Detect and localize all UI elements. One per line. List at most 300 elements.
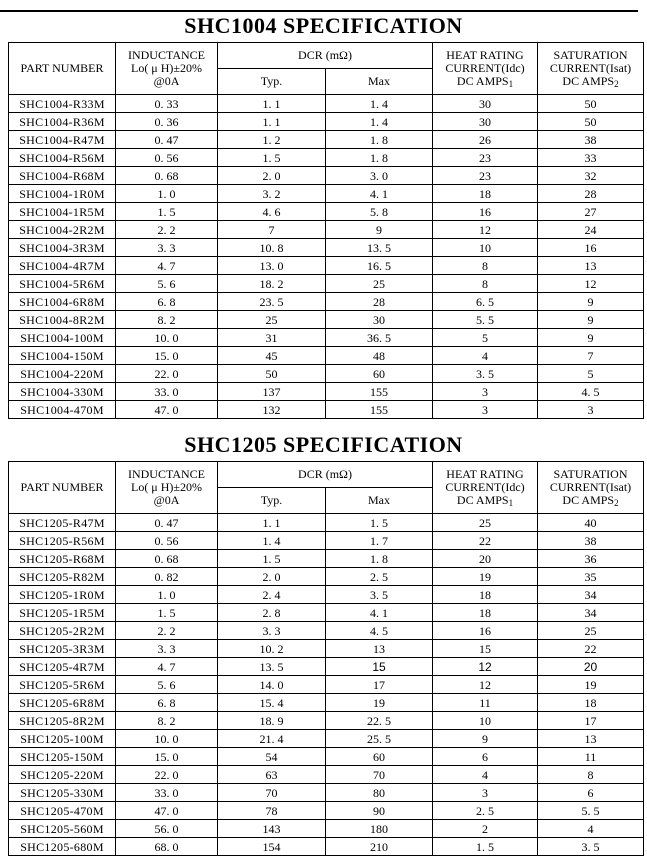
saturation-current-cell: 22 bbox=[538, 640, 644, 658]
inductance-cell: 22. 0 bbox=[116, 766, 218, 784]
dcr-typ-cell: 15. 4 bbox=[218, 694, 326, 712]
heat-rating-current-cell: 6. 5 bbox=[433, 293, 538, 311]
saturation-current-cell: 13 bbox=[538, 257, 644, 275]
spec-table-row bbox=[9, 640, 644, 658]
part-number-cell: SHC1205-1R5M bbox=[9, 604, 116, 622]
spec-table-row bbox=[9, 383, 644, 401]
saturation-current-cell: 50 bbox=[538, 113, 644, 131]
dcr-typ-cell: 7 bbox=[218, 221, 326, 239]
saturation-current-cell: 34 bbox=[538, 604, 644, 622]
saturation-current-cell: 11 bbox=[538, 748, 644, 766]
inductance-cell: 0. 68 bbox=[116, 167, 218, 185]
dcr-max-cell: 210 bbox=[326, 838, 433, 856]
saturation-current-cell: 28 bbox=[538, 185, 644, 203]
saturation-current-cell: 12 bbox=[538, 275, 644, 293]
shc1004-table-body bbox=[9, 95, 644, 419]
dcr-max-cell: 180 bbox=[326, 820, 433, 838]
header-sat-amps-label: DC AMPS bbox=[562, 73, 615, 88]
header-saturation bbox=[538, 43, 644, 95]
shc1205-table-header bbox=[9, 462, 644, 514]
spec-table-row bbox=[9, 275, 644, 293]
dcr-max-cell: 22. 5 bbox=[326, 712, 433, 730]
inductance-cell: 15. 0 bbox=[116, 748, 218, 766]
inductance-cell: 1. 0 bbox=[116, 185, 218, 203]
spec-table-row bbox=[9, 550, 644, 568]
header-part-number: PART NUMBER bbox=[9, 43, 116, 95]
header-inductance-line3: @0A bbox=[153, 493, 180, 507]
heat-rating-current-cell: 1. 5 bbox=[433, 838, 538, 856]
dcr-max-cell: 19 bbox=[326, 694, 433, 712]
spec-table-row bbox=[9, 203, 644, 221]
heat-rating-current-cell: 6 bbox=[433, 748, 538, 766]
dcr-max-cell: 1. 7 bbox=[326, 532, 433, 550]
spec-table-row bbox=[9, 257, 644, 275]
spec-table-row bbox=[9, 185, 644, 203]
dcr-typ-cell: 13. 5 bbox=[218, 658, 326, 676]
heat-rating-current-cell: 25 bbox=[433, 514, 538, 532]
spec-table-row bbox=[9, 149, 644, 167]
heat-rating-current-cell: 5 bbox=[433, 329, 538, 347]
part-number-cell: SHC1205-5R6M bbox=[9, 676, 116, 694]
spec-table-row bbox=[9, 730, 644, 748]
part-number-cell: SHC1205-2R2M bbox=[9, 622, 116, 640]
inductance-cell: 22. 0 bbox=[116, 365, 218, 383]
inductance-cell: 0. 82 bbox=[116, 568, 218, 586]
dcr-typ-cell: 78 bbox=[218, 802, 326, 820]
inductance-cell: 47. 0 bbox=[116, 802, 218, 820]
header-typ: Typ. bbox=[218, 69, 326, 95]
part-number-cell: SHC1205-560M bbox=[9, 820, 116, 838]
dcr-max-cell: 3. 0 bbox=[326, 167, 433, 185]
dcr-max-cell: 13 bbox=[326, 640, 433, 658]
dcr-max-cell: 30 bbox=[326, 311, 433, 329]
header-sat-amps-label: DC AMPS bbox=[562, 492, 615, 507]
spec-table-row bbox=[9, 802, 644, 820]
header-heat-line1: HEAT RATING bbox=[446, 47, 524, 62]
heat-rating-current-cell: 18 bbox=[433, 586, 538, 604]
dcr-typ-cell: 1. 1 bbox=[218, 514, 326, 532]
part-number-cell: SHC1205-R68M bbox=[9, 550, 116, 568]
part-number-cell: SHC1004-R68M bbox=[9, 167, 116, 185]
heat-rating-current-cell: 12 bbox=[433, 658, 538, 676]
header-max: Max bbox=[326, 69, 433, 95]
dcr-max-cell: 1. 4 bbox=[326, 95, 433, 113]
heat-rating-current-cell: 2. 5 bbox=[433, 802, 538, 820]
spec-table-row bbox=[9, 568, 644, 586]
dcr-typ-cell: 31 bbox=[218, 329, 326, 347]
spec-table-row bbox=[9, 311, 644, 329]
dcr-max-cell: 25 bbox=[326, 275, 433, 293]
inductance-cell: 0. 36 bbox=[116, 113, 218, 131]
saturation-current-cell: 36 bbox=[538, 550, 644, 568]
dcr-max-cell: 90 bbox=[326, 802, 433, 820]
spec-table-row bbox=[9, 329, 644, 347]
heat-rating-current-cell: 8 bbox=[433, 257, 538, 275]
inductance-cell: 0. 47 bbox=[116, 514, 218, 532]
header-inductance-line2: Lo( μ H)±20% bbox=[130, 480, 202, 494]
header-inductance-line1: INDUCTANCE bbox=[127, 467, 206, 481]
saturation-current-cell: 7 bbox=[538, 347, 644, 365]
dcr-max-cell: 28 bbox=[326, 293, 433, 311]
header-max: Max bbox=[326, 488, 433, 514]
heat-rating-current-cell: 9 bbox=[433, 730, 538, 748]
heat-rating-current-cell: 4 bbox=[433, 347, 538, 365]
heat-rating-current-cell: 12 bbox=[433, 221, 538, 239]
part-number-cell: SHC1004-R47M bbox=[9, 131, 116, 149]
dcr-max-cell: 16. 5 bbox=[326, 257, 433, 275]
dcr-typ-cell: 10. 8 bbox=[218, 239, 326, 257]
dcr-max-cell: 9 bbox=[326, 221, 433, 239]
dcr-typ-cell: 45 bbox=[218, 347, 326, 365]
saturation-current-cell: 19 bbox=[538, 676, 644, 694]
dcr-typ-cell: 4. 6 bbox=[218, 203, 326, 221]
inductance-cell: 47. 0 bbox=[116, 401, 218, 419]
dcr-max-cell: 2. 5 bbox=[326, 568, 433, 586]
inductance-cell: 0. 47 bbox=[116, 131, 218, 149]
saturation-current-cell: 17 bbox=[538, 712, 644, 730]
saturation-current-cell: 9 bbox=[538, 311, 644, 329]
header-sat-amps-subscript: 2 bbox=[614, 78, 619, 89]
inductance-cell: 8. 2 bbox=[116, 311, 218, 329]
dcr-typ-cell: 25 bbox=[218, 311, 326, 329]
dcr-max-cell: 1. 4 bbox=[326, 113, 433, 131]
inductance-cell: 1. 5 bbox=[116, 604, 218, 622]
header-saturation bbox=[538, 462, 644, 514]
part-number-cell: SHC1004-100M bbox=[9, 329, 116, 347]
spec-table-row bbox=[9, 604, 644, 622]
dcr-typ-cell: 70 bbox=[218, 784, 326, 802]
inductance-cell: 1. 5 bbox=[116, 203, 218, 221]
part-number-cell: SHC1205-220M bbox=[9, 766, 116, 784]
inductance-cell: 2. 2 bbox=[116, 622, 218, 640]
dcr-typ-cell: 2. 0 bbox=[218, 167, 326, 185]
spec-table-row bbox=[9, 167, 644, 185]
part-number-cell: SHC1004-R56M bbox=[9, 149, 116, 167]
dcr-max-cell: 1. 5 bbox=[326, 514, 433, 532]
inductance-cell: 0. 68 bbox=[116, 550, 218, 568]
inductance-cell: 5. 6 bbox=[116, 676, 218, 694]
header-part-number: PART NUMBER bbox=[9, 462, 116, 514]
header-sat-line1: SATURATION bbox=[553, 47, 628, 62]
dcr-typ-cell: 137 bbox=[218, 383, 326, 401]
part-number-cell: SHC1205-4R7M bbox=[9, 658, 116, 676]
inductance-cell: 5. 6 bbox=[116, 275, 218, 293]
header-heat-line3 bbox=[433, 494, 537, 508]
heat-rating-current-cell: 23 bbox=[433, 149, 538, 167]
part-number-cell: SHC1205-R82M bbox=[9, 568, 116, 586]
header-heat-amps-label: DC AMPS bbox=[456, 492, 509, 507]
heat-rating-current-cell: 30 bbox=[433, 95, 538, 113]
dcr-max-cell: 13. 5 bbox=[326, 239, 433, 257]
saturation-current-cell: 4. 5 bbox=[538, 383, 644, 401]
saturation-current-cell: 38 bbox=[538, 532, 644, 550]
dcr-typ-cell: 2. 4 bbox=[218, 586, 326, 604]
saturation-current-cell: 18 bbox=[538, 694, 644, 712]
dcr-typ-cell: 13. 0 bbox=[218, 257, 326, 275]
part-number-cell: SHC1205-1R0M bbox=[9, 586, 116, 604]
inductance-cell: 0. 56 bbox=[116, 149, 218, 167]
dcr-max-cell: 60 bbox=[326, 748, 433, 766]
saturation-current-cell: 24 bbox=[538, 221, 644, 239]
part-number-cell: SHC1205-150M bbox=[9, 748, 116, 766]
shc1004-table-header bbox=[9, 43, 644, 95]
dcr-max-cell: 3. 5 bbox=[326, 586, 433, 604]
dcr-typ-cell: 54 bbox=[218, 748, 326, 766]
spec-table-row bbox=[9, 784, 644, 802]
dcr-typ-cell: 2. 8 bbox=[218, 604, 326, 622]
dcr-max-cell: 36. 5 bbox=[326, 329, 433, 347]
part-number-cell: SHC1004-5R6M bbox=[9, 275, 116, 293]
dcr-max-cell: 4. 1 bbox=[326, 604, 433, 622]
dcr-max-cell: 15 bbox=[326, 658, 433, 676]
heat-rating-current-cell: 19 bbox=[433, 568, 538, 586]
heat-rating-current-cell: 2 bbox=[433, 820, 538, 838]
heat-rating-current-cell: 12 bbox=[433, 676, 538, 694]
spec-table-row bbox=[9, 239, 644, 257]
heat-rating-current-cell: 22 bbox=[433, 532, 538, 550]
saturation-current-cell: 13 bbox=[538, 730, 644, 748]
saturation-current-cell: 27 bbox=[538, 203, 644, 221]
inductance-cell: 15. 0 bbox=[116, 347, 218, 365]
inductance-cell: 0. 56 bbox=[116, 532, 218, 550]
header-inductance bbox=[116, 43, 218, 95]
inductance-cell: 0. 33 bbox=[116, 95, 218, 113]
dcr-max-cell: 1. 8 bbox=[326, 550, 433, 568]
dcr-typ-cell: 143 bbox=[218, 820, 326, 838]
dcr-max-cell: 1. 8 bbox=[326, 131, 433, 149]
saturation-current-cell: 20 bbox=[538, 658, 644, 676]
saturation-current-cell: 25 bbox=[538, 622, 644, 640]
header-dcr: DCR (mΩ) bbox=[218, 43, 433, 69]
dcr-max-cell: 80 bbox=[326, 784, 433, 802]
dcr-max-cell: 4. 5 bbox=[326, 622, 433, 640]
heat-rating-current-cell: 3 bbox=[433, 383, 538, 401]
spec-table-row bbox=[9, 221, 644, 239]
dcr-typ-cell: 132 bbox=[218, 401, 326, 419]
header-sat-line1: SATURATION bbox=[553, 466, 628, 481]
inductance-cell: 33. 0 bbox=[116, 383, 218, 401]
part-number-cell: SHC1004-1R5M bbox=[9, 203, 116, 221]
part-number-cell: SHC1205-470M bbox=[9, 802, 116, 820]
saturation-current-cell: 5 bbox=[538, 365, 644, 383]
spec-table-row bbox=[9, 532, 644, 550]
saturation-current-cell: 3 bbox=[538, 401, 644, 419]
spec-table-row bbox=[9, 514, 644, 532]
shc1004-spec-table bbox=[8, 42, 644, 419]
part-number-cell: SHC1205-3R3M bbox=[9, 640, 116, 658]
shc1004-section bbox=[0, 14, 647, 419]
dcr-typ-cell: 1. 5 bbox=[218, 550, 326, 568]
header-heat-amps-subscript: 1 bbox=[508, 78, 514, 89]
dcr-typ-cell: 14. 0 bbox=[218, 676, 326, 694]
saturation-current-cell: 9 bbox=[538, 329, 644, 347]
dcr-max-cell: 155 bbox=[326, 383, 433, 401]
dcr-typ-cell: 1. 1 bbox=[218, 113, 326, 131]
dcr-max-cell: 60 bbox=[326, 365, 433, 383]
spec-table-row bbox=[9, 293, 644, 311]
header-heat-line2: CURRENT(Idc) bbox=[445, 60, 525, 75]
heat-rating-current-cell: 20 bbox=[433, 550, 538, 568]
saturation-current-cell: 50 bbox=[538, 95, 644, 113]
spec-table-row bbox=[9, 694, 644, 712]
saturation-current-cell: 9 bbox=[538, 293, 644, 311]
shc1205-title: SHC1205 SPECIFICATION bbox=[184, 432, 463, 457]
shc1205-table-body bbox=[9, 514, 644, 856]
dcr-typ-cell: 2. 0 bbox=[218, 568, 326, 586]
header-heat-rating bbox=[433, 43, 538, 95]
spec-table-row bbox=[9, 113, 644, 131]
saturation-current-cell: 34 bbox=[538, 586, 644, 604]
part-number-cell: SHC1004-R36M bbox=[9, 113, 116, 131]
inductance-cell: 3. 3 bbox=[116, 239, 218, 257]
inductance-cell: 2. 2 bbox=[116, 221, 218, 239]
header-sat-line2: CURRENT(Isat) bbox=[549, 479, 632, 494]
inductance-cell: 68. 0 bbox=[116, 838, 218, 856]
inductance-cell: 4. 7 bbox=[116, 257, 218, 275]
saturation-current-cell: 4 bbox=[538, 820, 644, 838]
header-typ: Typ. bbox=[218, 488, 326, 514]
part-number-cell: SHC1004-8R2M bbox=[9, 311, 116, 329]
spec-table-row bbox=[9, 347, 644, 365]
heat-rating-current-cell: 3 bbox=[433, 401, 538, 419]
spec-table-row bbox=[9, 820, 644, 838]
inductance-cell: 6. 8 bbox=[116, 694, 218, 712]
dcr-max-cell: 48 bbox=[326, 347, 433, 365]
inductance-cell: 10. 0 bbox=[116, 730, 218, 748]
part-number-cell: SHC1205-6R8M bbox=[9, 694, 116, 712]
dcr-max-cell: 70 bbox=[326, 766, 433, 784]
inductance-cell: 4. 7 bbox=[116, 658, 218, 676]
part-number-cell: SHC1004-1R0M bbox=[9, 185, 116, 203]
saturation-current-cell: 32 bbox=[538, 167, 644, 185]
dcr-max-cell: 17 bbox=[326, 676, 433, 694]
spec-table-row bbox=[9, 95, 644, 113]
inductance-cell: 56. 0 bbox=[116, 820, 218, 838]
header-row-main bbox=[9, 462, 644, 488]
heat-rating-current-cell: 3 bbox=[433, 784, 538, 802]
saturation-current-cell: 40 bbox=[538, 514, 644, 532]
spec-table-row bbox=[9, 365, 644, 383]
header-sat-line3 bbox=[538, 494, 643, 508]
dcr-typ-cell: 21. 4 bbox=[218, 730, 326, 748]
header-heat-rating bbox=[433, 462, 538, 514]
heat-rating-current-cell: 8 bbox=[433, 275, 538, 293]
header-inductance-line3: @0A bbox=[153, 74, 180, 88]
saturation-current-cell: 3. 5 bbox=[538, 838, 644, 856]
part-number-cell: SHC1205-330M bbox=[9, 784, 116, 802]
header-heat-amps-subscript: 1 bbox=[508, 497, 514, 508]
dcr-typ-cell: 1. 4 bbox=[218, 532, 326, 550]
dcr-typ-cell: 3. 3 bbox=[218, 622, 326, 640]
header-heat-line2: CURRENT(Idc) bbox=[445, 479, 525, 494]
inductance-cell: 3. 3 bbox=[116, 640, 218, 658]
part-number-cell: SHC1004-330M bbox=[9, 383, 116, 401]
part-number-cell: SHC1004-2R2M bbox=[9, 221, 116, 239]
spec-table-row bbox=[9, 676, 644, 694]
part-number-cell: SHC1004-3R3M bbox=[9, 239, 116, 257]
heat-rating-current-cell: 30 bbox=[433, 113, 538, 131]
header-inductance-line1: INDUCTANCE bbox=[127, 48, 206, 62]
shc1004-title: SHC1004 SPECIFICATION bbox=[184, 13, 463, 38]
part-number-cell: SHC1205-8R2M bbox=[9, 712, 116, 730]
heat-rating-current-cell: 5. 5 bbox=[433, 311, 538, 329]
saturation-current-cell: 35 bbox=[538, 568, 644, 586]
dcr-typ-cell: 23. 5 bbox=[218, 293, 326, 311]
saturation-current-cell: 33 bbox=[538, 149, 644, 167]
saturation-current-cell: 6 bbox=[538, 784, 644, 802]
part-number-cell: SHC1004-470M bbox=[9, 401, 116, 419]
heat-rating-current-cell: 10 bbox=[433, 239, 538, 257]
shc1205-section bbox=[0, 433, 647, 856]
heat-rating-current-cell: 23 bbox=[433, 167, 538, 185]
dcr-max-cell: 1. 8 bbox=[326, 149, 433, 167]
header-inductance-line2: Lo( μ H)±20% bbox=[130, 61, 202, 75]
inductance-cell: 33. 0 bbox=[116, 784, 218, 802]
datasheet-page bbox=[0, 10, 647, 856]
dcr-typ-cell: 1. 2 bbox=[218, 131, 326, 149]
dcr-typ-cell: 1. 5 bbox=[218, 149, 326, 167]
spec-table-row bbox=[9, 766, 644, 784]
spec-table-row bbox=[9, 131, 644, 149]
dcr-typ-cell: 1. 1 bbox=[218, 95, 326, 113]
heat-rating-current-cell: 15 bbox=[433, 640, 538, 658]
spec-table-row bbox=[9, 622, 644, 640]
header-heat-line1: HEAT RATING bbox=[446, 466, 524, 481]
heat-rating-current-cell: 10 bbox=[433, 712, 538, 730]
part-number-cell: SHC1004-R33M bbox=[9, 95, 116, 113]
dcr-typ-cell: 18. 9 bbox=[218, 712, 326, 730]
part-number-cell: SHC1004-150M bbox=[9, 347, 116, 365]
dcr-max-cell: 25. 5 bbox=[326, 730, 433, 748]
dcr-typ-cell: 18. 2 bbox=[218, 275, 326, 293]
heat-rating-current-cell: 11 bbox=[433, 694, 538, 712]
dcr-typ-cell: 10. 2 bbox=[218, 640, 326, 658]
dcr-typ-cell: 50 bbox=[218, 365, 326, 383]
heat-rating-current-cell: 3. 5 bbox=[433, 365, 538, 383]
heat-rating-current-cell: 18 bbox=[433, 604, 538, 622]
dcr-typ-cell: 3. 2 bbox=[218, 185, 326, 203]
inductance-cell: 6. 8 bbox=[116, 293, 218, 311]
saturation-current-cell: 8 bbox=[538, 766, 644, 784]
inductance-cell: 10. 0 bbox=[116, 329, 218, 347]
spec-table-row bbox=[9, 748, 644, 766]
saturation-current-cell: 5. 5 bbox=[538, 802, 644, 820]
spec-table-row bbox=[9, 401, 644, 419]
saturation-current-cell: 16 bbox=[538, 239, 644, 257]
part-number-cell: SHC1205-100M bbox=[9, 730, 116, 748]
part-number-cell: SHC1205-R47M bbox=[9, 514, 116, 532]
header-heat-amps-label: DC AMPS bbox=[456, 73, 509, 88]
part-number-cell: SHC1004-220M bbox=[9, 365, 116, 383]
header-sat-line2: CURRENT(Isat) bbox=[549, 60, 632, 75]
dcr-max-cell: 155 bbox=[326, 401, 433, 419]
header-sat-amps-subscript: 2 bbox=[614, 497, 619, 508]
inductance-cell: 1. 0 bbox=[116, 586, 218, 604]
dcr-max-cell: 4. 1 bbox=[326, 185, 433, 203]
header-sat-line3 bbox=[538, 75, 643, 89]
header-heat-line3 bbox=[433, 75, 537, 89]
part-number-cell: SHC1205-R56M bbox=[9, 532, 116, 550]
dcr-typ-cell: 63 bbox=[218, 766, 326, 784]
dcr-max-cell: 5. 8 bbox=[326, 203, 433, 221]
heat-rating-current-cell: 16 bbox=[433, 622, 538, 640]
header-row-main bbox=[9, 43, 644, 69]
spec-table-row bbox=[9, 712, 644, 730]
page-top-rule bbox=[0, 10, 638, 12]
shc1205-spec-table bbox=[8, 461, 644, 856]
part-number-cell: SHC1004-6R8M bbox=[9, 293, 116, 311]
saturation-current-cell: 38 bbox=[538, 131, 644, 149]
